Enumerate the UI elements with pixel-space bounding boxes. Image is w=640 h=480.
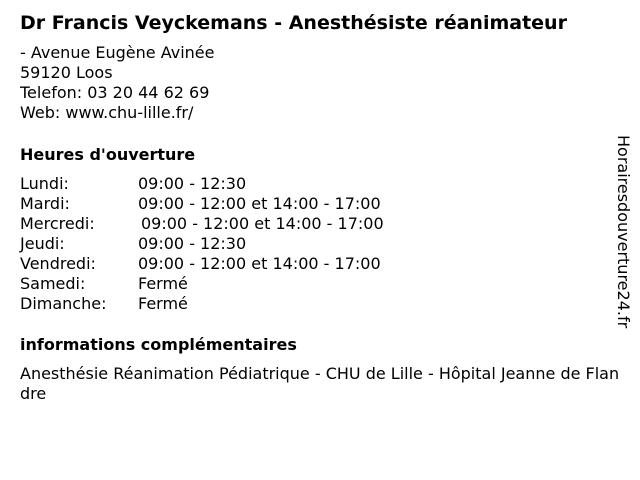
hours-time-value: Fermé <box>138 294 188 313</box>
opening-hours-table <box>20 174 384 314</box>
hours-row-sunday <box>20 294 384 314</box>
opening-hours-heading: Heures d'ouverture <box>20 145 196 164</box>
hours-day-label: Mercredi: <box>20 214 95 233</box>
hours-row-monday <box>20 174 384 194</box>
page-title: Dr Francis Veyckemans - Anesthésiste réanimateur <box>20 12 567 34</box>
hours-time-value: 09:00 - 12:00 et 14:00 - 17:00 <box>138 194 381 213</box>
hours-row-friday <box>20 254 384 274</box>
hours-row-wednesday <box>20 214 384 234</box>
additional-info-heading: informations complémentaires <box>20 335 297 354</box>
hours-day-label: Dimanche: <box>20 294 107 313</box>
hours-day-label: Vendredi: <box>20 254 96 273</box>
hours-row-tuesday <box>20 194 384 214</box>
phone-number: Telefon: 03 20 44 62 69 <box>20 83 210 102</box>
hours-day-label: Samedi: <box>20 274 86 293</box>
hours-time-value: 09:00 - 12:00 et 14:00 - 17:00 <box>141 214 384 233</box>
hours-time-value: Fermé <box>138 274 188 293</box>
hours-time-value: 09:00 - 12:00 et 14:00 - 17:00 <box>138 254 381 273</box>
site-watermark: Horairesdouverture24.fr <box>614 135 633 329</box>
street-address: - Avenue Eugène Avinée <box>20 43 215 62</box>
city-postal-code: 59120 Loos <box>20 63 113 82</box>
hours-day-label: Lundi: <box>20 174 69 193</box>
hours-day-label: Jeudi: <box>20 234 65 253</box>
hours-time-value: 09:00 - 12:30 <box>138 174 247 193</box>
address-block <box>20 43 214 123</box>
hours-row-saturday <box>20 274 384 294</box>
additional-info-text: Anesthésie Réanimation Pédiatrique - CHU de Lille - Hôpital Jeanne de Flandre <box>20 364 620 403</box>
website-link: Web: www.chu-lille.fr/ <box>20 103 194 122</box>
hours-day-label: Mardi: <box>20 194 70 213</box>
hours-time-value: 09:00 - 12:30 <box>138 234 247 253</box>
hours-row-thursday <box>20 234 384 254</box>
